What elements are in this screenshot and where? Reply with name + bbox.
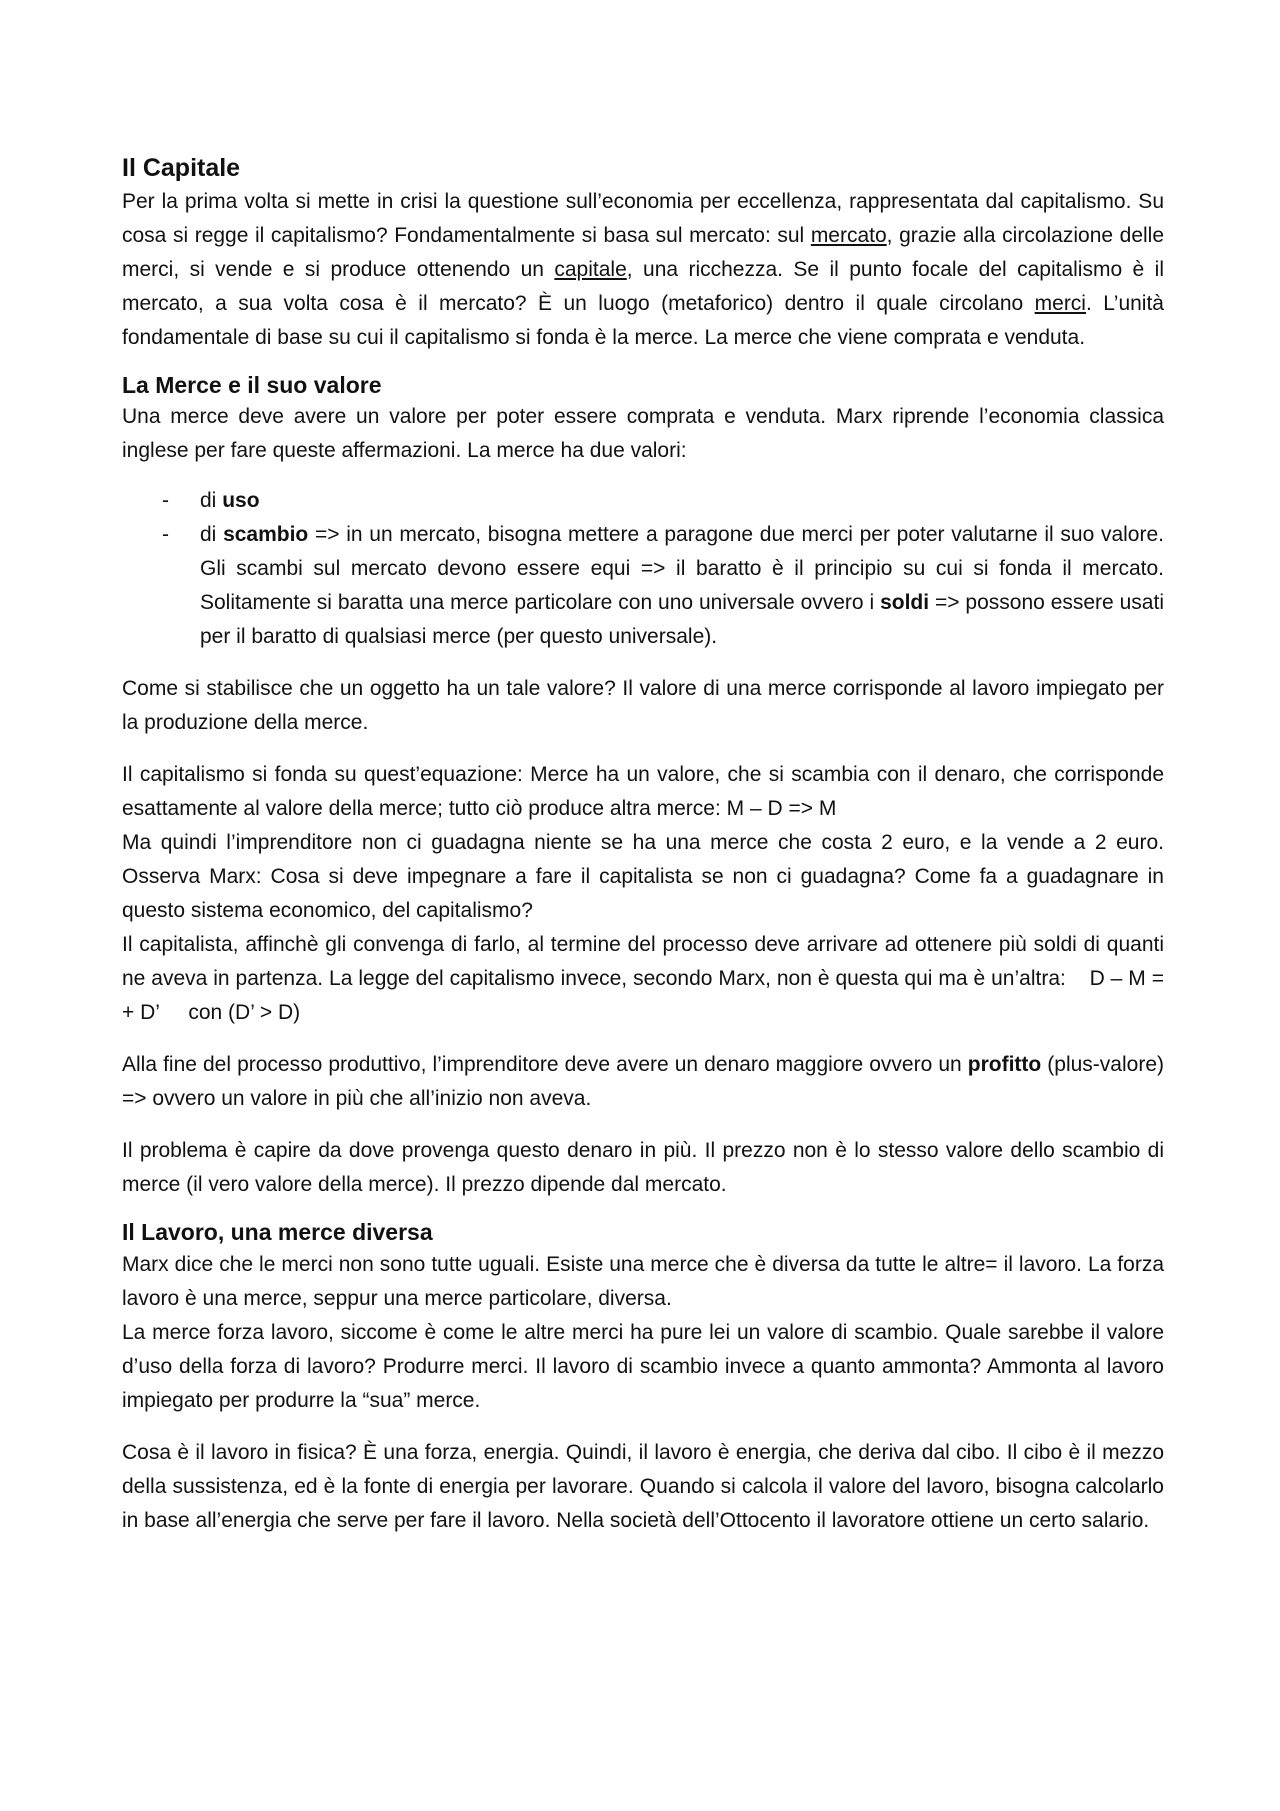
- document-page: [122, 152, 1164, 1538]
- paragraph-imprenditore: Ma quindi l’imprenditore non ci guadagna niente se ha una merce che costa 2 euro, e la vende a 2 euro. Osserva Marx: Cosa si deve impegnare a fare il capitalista se non ci guadagna? Come fa a guadagnare in questo sistema economico, del capitalismo?: [122, 831, 1164, 923]
- heading-il-capitale: Il Capitale: [122, 154, 241, 182]
- formula-condition: con (D’ > D): [188, 1001, 301, 1025]
- list-valori: [122, 484, 1164, 654]
- underlined-capitale: capitale: [554, 257, 627, 281]
- underlined-merci: merci: [1034, 291, 1086, 315]
- paragraph-capitale-intro: Per la prima volta si mette in crisi la questione sull’economia per eccellenza, rappresentata dal capitalismo. Su cosa si regge il capitalismo? Fondamentalmente si basa sul mercato: sul mercato, grazie alla circolazione delle merci, si vende e si produce ottenendo un capitale, una ricchezza. Se il punto focale del capitalismo è il mercato, a sua volta cosa è il mercato? È un luogo (metaforico) dentro il quale circolano merci. L’unità fondamentale di base su cui il capitalismo si fonda è la merce. La merce che viene comprata e venduta.: [122, 189, 1165, 349]
- list-item-scambio: - di scambio => in un mercato, bisogna mettere a paragone due merci per poter valutarne il suo valore. Gli scambi sul mercato devono essere equi => il baratto è il principio su cui si fonda il mercato. Solitamente si baratta una merce particolare con uno universale ovvero i soldi => possono essere usati per il baratto di qualsiasi merce (per questo universale).: [122, 518, 1164, 654]
- formula: D – M = + D’: [122, 967, 1164, 1025]
- paragraph-lavoro-fisica: Cosa è il lavoro in fisica? È una forza, energia. Quindi, il lavoro è energia, che deriva dal cibo. Il cibo è il mezzo della sussistenza, ed è la fonte di energia per lavorare. Quando si calcola il valore del lavoro, bisogna calcolarlo in base all’energia che serve per fare il lavoro. Nella società dell’Ottocento il lavoratore ottiene un certo salario.: [122, 1441, 1164, 1533]
- paragraph-merce-valori: Una merce deve avere un valore per poter essere comprata e venduta. Marx riprende l’economia classica inglese per fare queste affermazioni. La merce ha due valori:: [122, 405, 1164, 463]
- heading-lavoro-merce: Il Lavoro, una merce diversa: [122, 1219, 433, 1246]
- underlined-mercato: mercato: [810, 223, 887, 247]
- list-item-uso: - di uso: [122, 484, 1164, 518]
- paragraph-equazione: Il capitalismo si fonda su quest’equazione: Merce ha un valore, che si scambia con il denaro, che corrisponde esattamente al valore della merce; tutto ciò produce altra merce: M – D => M: [122, 763, 1164, 821]
- paragraph-forza-lavoro: La merce forza lavoro, siccome è come le altre merci ha pure lei un valore di scambio. Quale sarebbe il valore d’uso della forza di lavoro? Produrre merci. Il lavoro di scambio invece a quanto ammonta? Ammonta al lavoro impiegato per produrre la “sua” merce.: [122, 1321, 1164, 1413]
- paragraph-legge-capitalismo: Il capitalista, affinchè gli convenga di farlo, al termine del processo deve arrivare ad ottenere più soldi di quanti ne aveva in partenza. La legge del capitalismo invece, secondo Marx, non è questa qui ma è un’altra: D – M = + D’ con (D’ > D): [122, 933, 1164, 1025]
- paragraph-profitto: Alla fine del processo produttivo, l’imprenditore deve avere un denaro maggiore ovvero un profitto (plus-valore) => ovvero un valore in più che all’inizio non aveva.: [122, 1053, 1164, 1111]
- paragraph-valore-lavoro: Come si stabilisce che un oggetto ha un tale valore? Il valore di una merce corrisponde al lavoro impiegato per la produzione della merce.: [122, 677, 1164, 735]
- paragraph-prezzo: Il problema è capire da dove provenga questo denaro in più. Il prezzo non è lo stesso valore dello scambio di merce (il vero valore della merce). Il prezzo dipende dal mercato.: [122, 1139, 1164, 1197]
- paragraph-merci-diverse: Marx dice che le merci non sono tutte uguali. Esiste una merce che è diversa da tutte le altre= il lavoro. La forza lavoro è una merce, seppur una merce particolare, diversa.: [122, 1253, 1164, 1311]
- heading-merce-valore: La Merce e il suo valore: [122, 371, 382, 398]
